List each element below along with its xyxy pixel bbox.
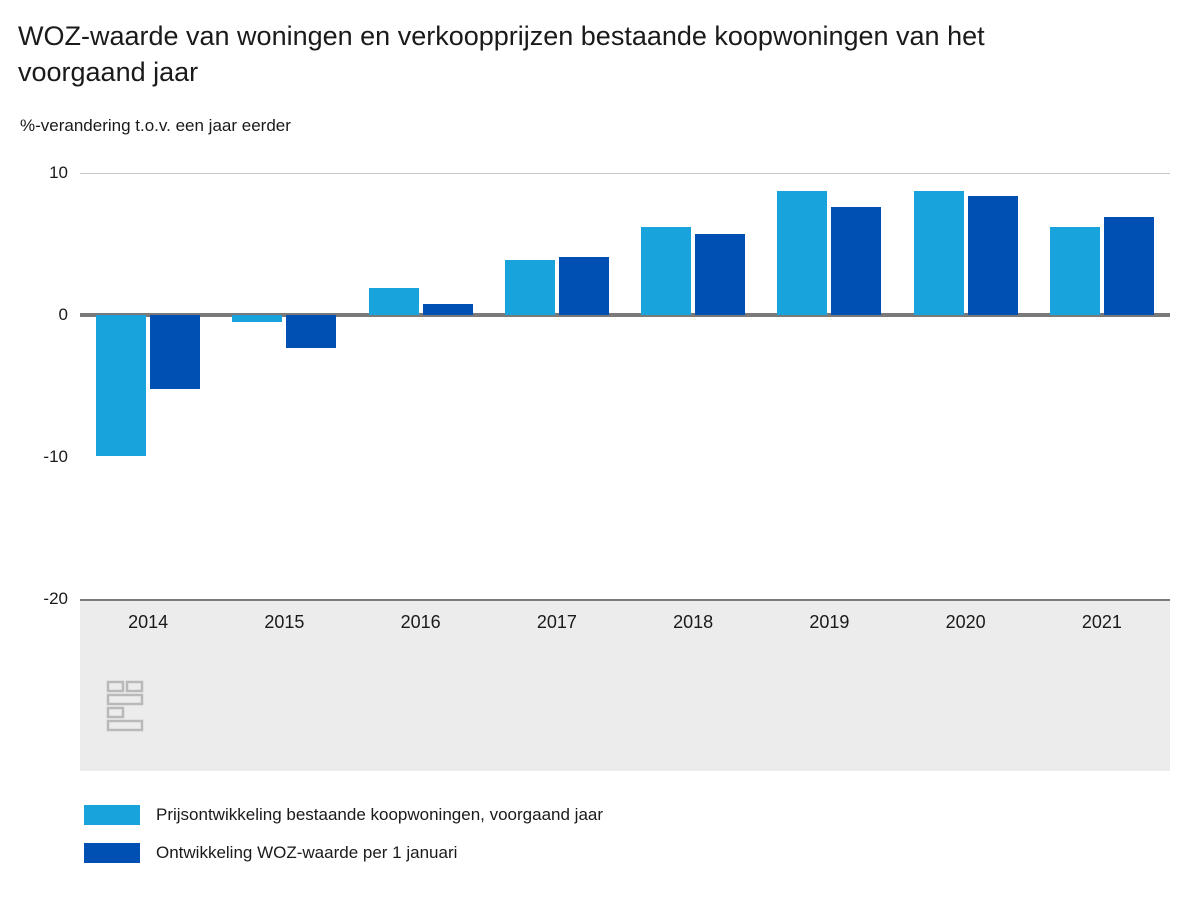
y-tick-label-10: 10 [49,163,68,182]
bar[interactable] [695,234,745,315]
chart-legend [84,800,1084,876]
x-tick-label: 2021 [1081,612,1122,632]
bar[interactable] [96,315,146,456]
x-tick-label: 2017 [536,612,577,632]
bar[interactable] [286,315,336,348]
x-tick-label: 2019 [809,612,850,632]
bar-group [80,155,216,615]
bar-group [625,155,761,615]
bar[interactable] [777,191,827,315]
bar[interactable] [559,257,609,315]
cbs-logo-icon [104,678,152,734]
x-tick-label: 2014 [128,612,169,632]
plot-area [0,155,1200,615]
y-tick-label-neg20: -20 [43,589,68,608]
bar[interactable] [1050,227,1100,315]
bar[interactable] [831,207,881,315]
x-axis-tick-labels [80,612,1170,640]
x-tick-label: 2018 [673,612,714,632]
legend-swatch-dark [84,843,140,863]
bar-group [761,155,897,615]
bar-group [353,155,489,615]
bar[interactable] [1104,217,1154,315]
bar-group [216,155,352,615]
bar[interactable] [505,260,555,315]
bar-group [1034,155,1170,615]
chart-subtitle: %-verandering t.o.v. een jaar eerder [20,116,291,135]
bar[interactable] [369,288,419,315]
bar[interactable] [968,196,1018,315]
bar-group [898,155,1034,615]
bar-series-container [80,155,1170,615]
x-tick-label: 2020 [945,612,986,632]
legend-item [84,838,1084,868]
legend-label: Prijsontwikkeling bestaande koopwoningen, voorgaand jaar [156,805,604,824]
legend-label: Ontwikkeling WOZ-waarde per 1 januari [156,843,458,862]
bar[interactable] [641,227,691,315]
y-tick-label-neg10: -10 [43,447,68,466]
legend-swatch-light [84,805,140,825]
x-tick-label: 2015 [264,612,305,632]
y-tick-label-0: 0 [58,305,68,324]
bar[interactable] [423,304,473,315]
bar[interactable] [914,191,964,315]
legend-item [84,800,1084,830]
chart-title: WOZ-waarde van woningen en verkoopprijzen bestaande koopwoningen van het voorgaand jaar [18,21,985,87]
bar-group [489,155,625,615]
x-tick-label: 2016 [400,612,441,632]
bar[interactable] [150,315,200,389]
bar[interactable] [232,315,282,322]
